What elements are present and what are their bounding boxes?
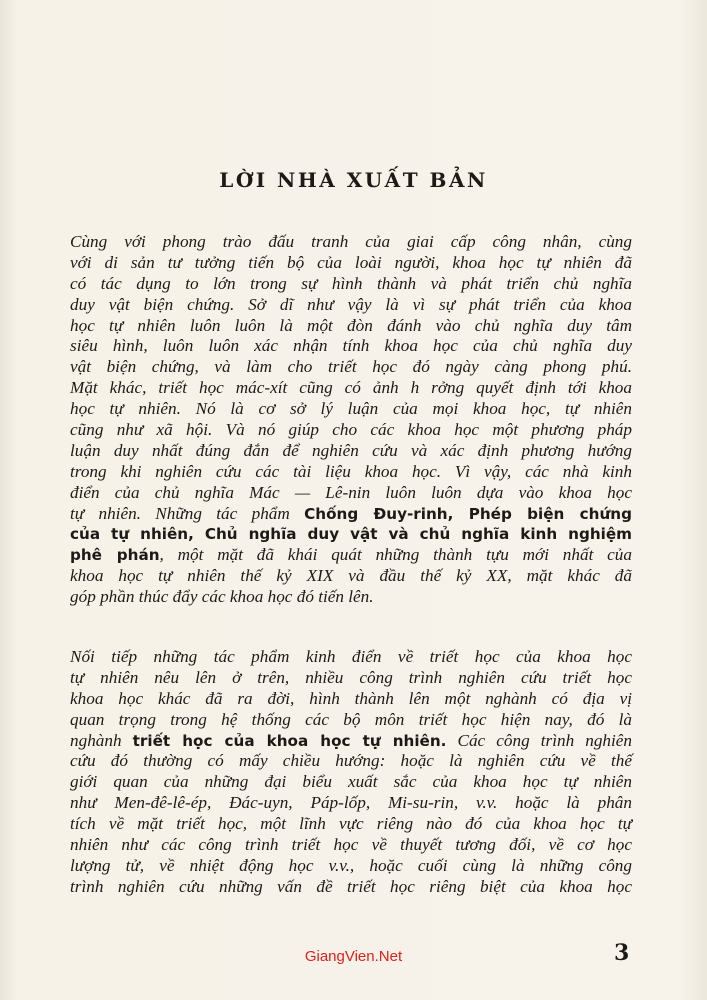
body-text: khoa học tự nhiên thế kỷ XIX và đầu thế kỷ XX, mặt khác đã — [70, 566, 632, 586]
paragraph-1-line — [70, 336, 632, 357]
body-text: tích về mặt triết học, một lĩnh vực riêng nào đó của khoa học tự — [70, 814, 632, 834]
body-text: nghành — [70, 730, 133, 750]
paragraph-2-line — [70, 689, 632, 710]
body-text: cứu đó thường có mấy chiều hướng: hoặc là nghiên cứu về thế — [70, 751, 632, 771]
body-text: học tự nhiên luôn luôn là một đòn đánh vào chủ nghĩa duy tâm — [70, 315, 632, 335]
bold-title-text: của tự nhiên, Chủ nghĩa duy vật và chủ nghĩa kinh nghiệm — [70, 525, 632, 544]
paragraph-1-line — [70, 253, 632, 274]
body-text: điển của chủ nghĩa Mác — Lê-nin luôn luôn dựa vào khoa học — [70, 482, 632, 502]
body-text: luận duy nhất đúng đắn để nghiên cứu và xác định phương hướng — [70, 440, 632, 460]
paragraph-2-line — [70, 793, 632, 814]
paragraph-1-line — [70, 566, 632, 587]
paragraph-2-line — [70, 814, 632, 835]
paragraph-2-line — [70, 835, 632, 856]
paragraph-1-line — [70, 462, 632, 483]
paragraph-1-line — [70, 420, 632, 441]
body-text: học tự nhiên. Nó là cơ sở lý luận của mọi khoa học, tự nhiên — [70, 399, 632, 419]
body-text: giới quan của những đại biểu xuất sắc của khoa học tự nhiên — [70, 772, 632, 792]
paragraph-1-line — [70, 316, 632, 337]
body-text: góp phần thúc đẩy các khoa học đó tiến lên. — [70, 587, 374, 607]
body-text: trong khi nghiên cứu các tài liệu khoa học. Vì vậy, các nhà kinh — [70, 461, 632, 481]
paragraph-1-line — [70, 545, 632, 566]
paragraph-2-line — [70, 710, 632, 731]
paragraph-1-line — [70, 232, 632, 253]
body-text: với di sản tư tưởng tiến bộ của loài người, khoa học tự nhiên đã — [70, 252, 632, 272]
paragraph-1-line — [70, 378, 632, 399]
body-text: có tác dụng to lớn trong sự hình thành và phát triển chủ nghĩa — [70, 273, 632, 293]
watermark-text: GiangVien.Net — [304, 948, 403, 965]
paragraph-2-line — [70, 731, 632, 752]
body-text: cũng như xã hội. Và nó giúp cho các khoa học một phương pháp — [70, 420, 632, 440]
body-text: như Men-đê-lê-ép, Đác-uyn, Páp-lốp, Mi-su-rin, v.v. hoặc là phân — [70, 793, 632, 813]
body-text: trình nghiên cứu những vấn đề triết học riêng biệt của khoa học — [70, 876, 632, 896]
paragraph-2-line — [70, 856, 632, 877]
bold-title-text: Chống Đuy-rinh, Phép biện chứng — [304, 504, 632, 523]
body-text: quan trọng trong hệ thống các bộ môn triết học hiện nay, đó là — [70, 709, 632, 729]
paragraph-2-line — [70, 772, 632, 793]
paragraph-2 — [70, 647, 632, 898]
body-text: tự nhiên nêu lên ở trên, nhiều công trình nghiên cứu triết học — [70, 667, 632, 687]
bold-title-text: phê phán — [70, 546, 160, 565]
page-number: 3 — [614, 940, 630, 966]
paragraph-2-line — [70, 668, 632, 689]
page-title: LỜI NHÀ XUẤT BẢN — [219, 168, 488, 192]
paragraph-1-line — [70, 504, 632, 525]
paragraph-1-line — [70, 441, 632, 462]
paragraph-2-line — [70, 877, 632, 898]
body-text: vật biện chứng, và làm cho triết học đó ngày càng phong phú. — [70, 357, 632, 377]
body-text: Mặt khác, triết học mác-xít cũng có ảnh h rởng quyết định tới khoa — [70, 378, 632, 398]
body-text: Cùng với phong trào đấu tranh của giai cấp công nhân, cùng — [70, 232, 632, 251]
paragraph-1-line — [70, 483, 632, 504]
body-text: Các công trình nghiên — [446, 730, 633, 750]
body-text: khoa học khác đã ra đời, hình thành lên một nghành có địa vị — [70, 688, 632, 708]
paragraph-1-line — [70, 524, 632, 545]
paragraph-1-line — [70, 295, 632, 316]
body-text: duy vật biện chứng. Sở dĩ như vậy là vì sự phát triển của khoa — [70, 294, 632, 314]
paragraph-1-line — [70, 274, 632, 295]
body-text: lượng tử, về nhiệt động học v.v., hoặc cuối cùng là những công — [70, 855, 632, 875]
paragraph-1-line — [70, 399, 632, 420]
paragraph-1 — [70, 232, 632, 608]
paragraph-2-line — [70, 751, 632, 772]
paragraph-1-line — [70, 587, 632, 608]
body-text: nhiên như các công trình triết học về thuyết tương đối, về cơ học — [70, 835, 632, 855]
body-text: tự nhiên. Những tác phẩm — [70, 503, 305, 523]
paragraph-1-line — [70, 357, 632, 378]
body-text: Nối tiếp những tác phẩm kinh điển về triết học của khoa học — [70, 647, 632, 666]
body-text: , một mặt đã khái quát những thành tựu mới nhất của — [159, 545, 632, 565]
bold-title-text: triết học của khoa học tự nhiên. — [132, 731, 447, 750]
paragraph-2-line — [70, 647, 632, 668]
body-text: siêu hình, luôn luôn xác nhận tính khoa học của chủ nghĩa duy — [70, 336, 632, 356]
